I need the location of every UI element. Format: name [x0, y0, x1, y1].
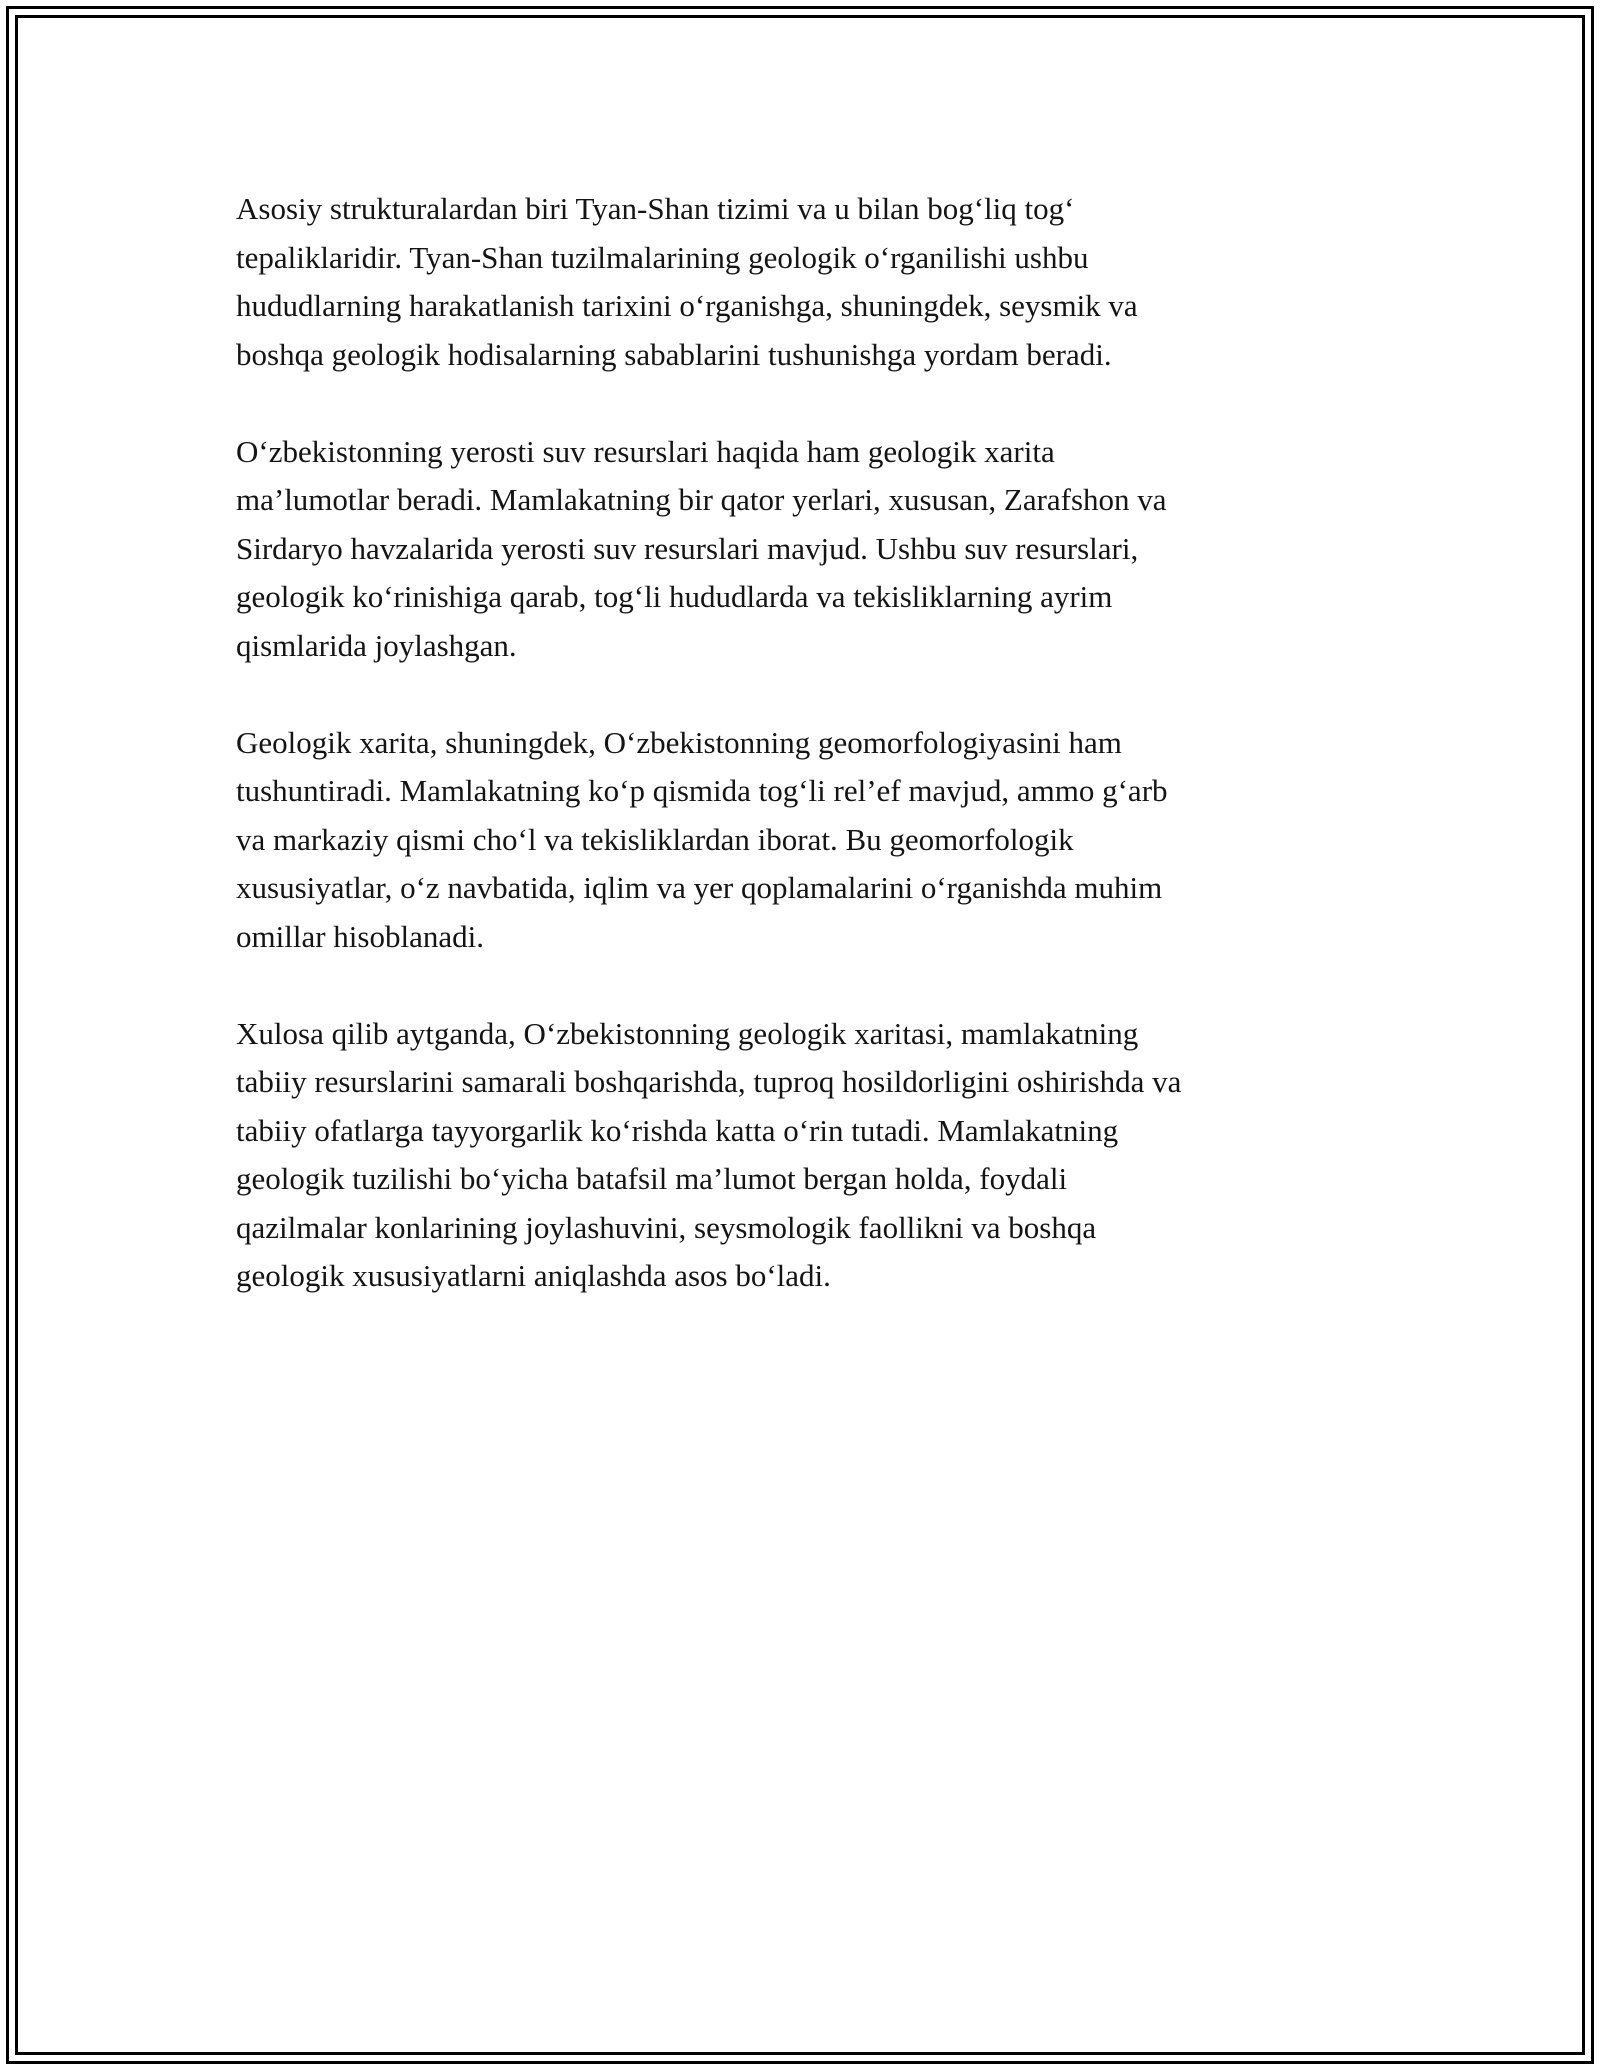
paragraph-conclusion: Xulosa qilib aytganda, O‘zbekistonning geologik xaritasi, mamlakatning tabiiy resurslarini samarali boshqarishda, tuproq hosildorligini oshirishda va tabiiy ofatlarga tayyorgarlik ko‘rishda katta o‘rin tutadi. Mamlakatning geologik tuzilishi bo‘yicha batafsil ma’lumot bergan holda, foydali qazilmalar konlarining joylashuvini, seysmologik faollikni va boshqa geologik xususiyatlarni aniqlashda asos bo‘ladi.: [236, 1015, 1182, 1293]
paragraph-geomorphology: Geologik xarita, shuningdek, O‘zbekistonning geomorfologiyasini ham tushuntiradi. Mamlakatning ko‘p qismida tog‘li rel’ef mavjud, ammo g‘arb va markaziy qismi cho‘l va tekisliklardan iborat. Bu geomorfologik xususiyatlar, o‘z navbatida, iqlim va yer qoplamalarini o‘rganishda muhim omillar hisoblanadi.: [236, 724, 1168, 954]
document-body: [236, 185, 1366, 1349]
paragraph-groundwater: O‘zbekistonning yerosti suv resurslari haqida ham geologik xarita ma’lumotlar beradi. Mamlakatning bir qator yerlari, xususan, Zarafshon va Sirdaryo havzalarida yerosti suv resurslari mavjud. Ushbu suv resurslari, geologik ko‘rinishiga qarab, tog‘li hududlarda va tekisliklarning ayrim qismlarida joylashgan.: [236, 433, 1167, 663]
paragraph-tyan-shan: Asosiy strukturalardan biri Tyan-Shan tizimi va u bilan bog‘liq tog‘ tepaliklaridir. Tyan-Shan tuzilmalarining geologik o‘rganilishi ushbu hududlarning harakatlanish tarixini o‘rganishga, shuningdek, seysmik va boshqa geologik hodisalarning sabablarini tushunishga yordam beradi.: [236, 191, 1138, 372]
